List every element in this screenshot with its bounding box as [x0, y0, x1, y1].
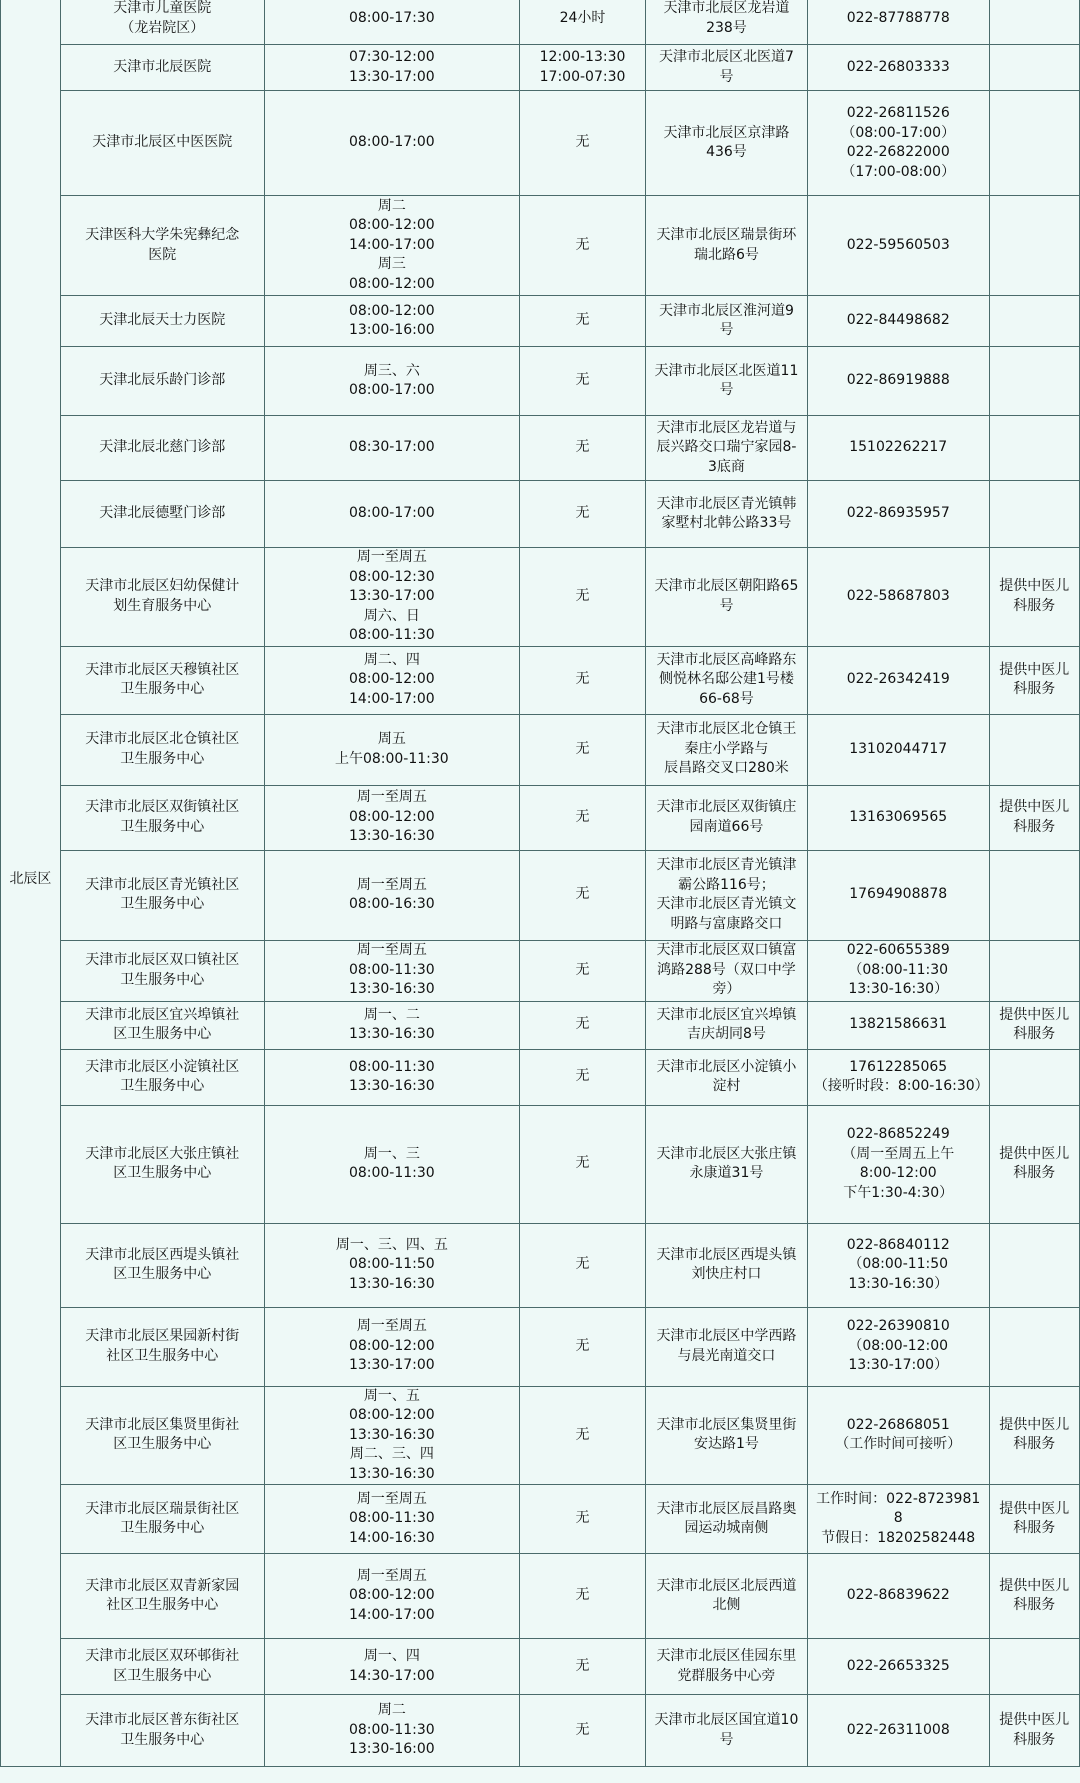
table-row — [1, 1386, 1080, 1485]
table-row — [1, 785, 1080, 850]
weekend-hours-cell: 周一至周五 08:00-12:00 13:30-16:30 — [264, 785, 519, 850]
night-hours-cell: 无 — [519, 1307, 645, 1386]
phone-cell: 022-26868051 （工作时间可接听） — [807, 1386, 989, 1485]
weekend-hours-cell: 08:00-17:30 — [264, 0, 519, 45]
address-cell: 天津市北辰区西堤头镇 刘快庄村口 — [646, 1223, 808, 1307]
address-cell: 天津市北辰区中学西路 与晨光南道交口 — [646, 1307, 808, 1386]
institution-name-cell: 天津市北辰区北仓镇社区 卫生服务中心 — [60, 714, 264, 785]
table-row — [1, 850, 1080, 940]
address-cell: 天津市北辰区龙岩道与 辰兴路交口瑞宁家园8- 3底商 — [646, 416, 808, 481]
phone-cell: 022-26653325 — [807, 1639, 989, 1695]
address-cell: 天津市北辰区北辰西道 北侧 — [646, 1554, 808, 1639]
address-cell: 天津市北辰区北医道11 号 — [646, 347, 808, 416]
institution-name-cell: 天津市北辰区果园新村街 社区卫生服务中心 — [60, 1307, 264, 1386]
phone-cell: 022-26311008 — [807, 1695, 989, 1767]
institution-name-cell: 天津市儿童医院 （龙岩院区） — [60, 0, 264, 45]
weekend-hours-cell: 周五 上午08:00-11:30 — [264, 714, 519, 785]
table-row — [1, 45, 1080, 91]
weekend-hours-cell: 周一、三 08:00-11:30 — [264, 1105, 519, 1223]
table-row — [1, 347, 1080, 416]
institution-name-cell: 天津市北辰区小淀镇社区 卫生服务中心 — [60, 1049, 264, 1105]
note-cell: 提供中医儿 科服务 — [989, 1105, 1079, 1223]
note-cell — [989, 481, 1079, 548]
note-cell: 提供中医儿 科服务 — [989, 1001, 1079, 1049]
table-row — [1, 1105, 1080, 1223]
table-row — [1, 481, 1080, 548]
note-cell — [989, 347, 1079, 416]
institution-name-cell: 天津北辰德墅门诊部 — [60, 481, 264, 548]
institution-name-cell: 天津市北辰区双口镇社区 卫生服务中心 — [60, 940, 264, 1001]
phone-cell: 022-58687803 — [807, 548, 989, 647]
address-cell: 天津市北辰区青光镇韩 家墅村北韩公路33号 — [646, 481, 808, 548]
weekend-hours-cell: 周一、五 08:00-12:00 13:30-16:30 周二、三、四 13:30-16:30 — [264, 1386, 519, 1485]
night-hours-cell: 无 — [519, 646, 645, 714]
institution-name-cell: 天津市北辰区集贤里街社 区卫生服务中心 — [60, 1386, 264, 1485]
night-hours-cell: 无 — [519, 1223, 645, 1307]
note-cell — [989, 0, 1079, 45]
night-hours-cell: 无 — [519, 1049, 645, 1105]
night-hours-cell: 无 — [519, 1695, 645, 1767]
weekend-hours-cell: 08:00-17:00 — [264, 481, 519, 548]
phone-cell: 022-26390810 （08:00-12:00 13:30-17:00） — [807, 1307, 989, 1386]
phone-cell: 022-86840112 （08:00-11:50 13:30-16:30） — [807, 1223, 989, 1307]
phone-cell: 022-59560503 — [807, 196, 989, 296]
table-row — [1, 1485, 1080, 1554]
night-hours-cell: 无 — [519, 1485, 645, 1554]
night-hours-cell: 无 — [519, 548, 645, 647]
night-hours-cell: 24小时 — [519, 0, 645, 45]
institution-name-cell: 天津市北辰医院 — [60, 45, 264, 91]
weekend-hours-cell: 周一、四 14:30-17:00 — [264, 1639, 519, 1695]
weekend-hours-cell: 08:00-17:00 — [264, 91, 519, 196]
night-hours-cell: 无 — [519, 347, 645, 416]
weekend-hours-cell: 08:00-11:30 13:30-16:30 — [264, 1049, 519, 1105]
phone-cell: 022-26342419 — [807, 646, 989, 714]
weekend-hours-cell: 周一至周五 08:00-12:00 13:30-17:00 — [264, 1307, 519, 1386]
note-cell — [989, 714, 1079, 785]
institution-name-cell: 天津市北辰区妇幼保健计 划生育服务中心 — [60, 548, 264, 647]
institution-name-cell: 天津市北辰区中医医院 — [60, 91, 264, 196]
table-row — [1, 0, 1080, 45]
note-cell: 提供中医儿 科服务 — [989, 785, 1079, 850]
phone-cell: 022-84498682 — [807, 296, 989, 347]
phone-cell: 022-26811526 （08:00-17:00） 022-26822000 （17:00-08:00） — [807, 91, 989, 196]
address-cell: 天津市北辰区青光镇津 霸公路116号； 天津市北辰区青光镇文 明路与富康路交口 — [646, 850, 808, 940]
table-row — [1, 296, 1080, 347]
institution-name-cell: 天津市北辰区大张庄镇社 区卫生服务中心 — [60, 1105, 264, 1223]
night-hours-cell: 无 — [519, 785, 645, 850]
institution-name-cell: 天津市北辰区瑞景街社区 卫生服务中心 — [60, 1485, 264, 1554]
phone-cell: 13102044717 — [807, 714, 989, 785]
weekend-hours-cell: 周二 08:00-11:30 13:30-16:00 — [264, 1695, 519, 1767]
note-cell — [989, 45, 1079, 91]
institution-name-cell: 天津医科大学朱宪彝纪念 医院 — [60, 196, 264, 296]
address-cell: 天津市北辰区淮河道9 号 — [646, 296, 808, 347]
institution-name-cell: 天津北辰北慈门诊部 — [60, 416, 264, 481]
institution-name-cell: 天津市北辰区双环邨街社 区卫生服务中心 — [60, 1639, 264, 1695]
weekend-hours-cell: 周一至周五 08:00-12:30 13:30-17:00 周六、日 08:00-11:30 — [264, 548, 519, 647]
address-cell: 天津市北辰区宜兴埠镇 吉庆胡同8号 — [646, 1001, 808, 1049]
weekend-hours-cell: 周一至周五 08:00-11:30 13:30-16:30 — [264, 940, 519, 1001]
table-row — [1, 646, 1080, 714]
table-row — [1, 714, 1080, 785]
note-cell — [989, 1223, 1079, 1307]
note-cell: 提供中医儿 科服务 — [989, 1485, 1079, 1554]
table-row — [1, 940, 1080, 1001]
table-row — [1, 91, 1080, 196]
address-cell: 天津市北辰区朝阳路65 号 — [646, 548, 808, 647]
address-cell: 天津市北辰区佳园东里 党群服务中心旁 — [646, 1639, 808, 1695]
phone-cell: 13821586631 — [807, 1001, 989, 1049]
phone-cell: 022-87788778 — [807, 0, 989, 45]
note-cell — [989, 850, 1079, 940]
phone-cell: 工作时间：022-87239818 节假日：18202582448 — [807, 1485, 989, 1554]
night-hours-cell: 无 — [519, 296, 645, 347]
institution-name-cell: 天津市北辰区青光镇社区 卫生服务中心 — [60, 850, 264, 940]
note-cell — [989, 940, 1079, 1001]
table-row — [1, 1049, 1080, 1105]
address-cell: 天津市北辰区瑞景街环 瑞北路6号 — [646, 196, 808, 296]
note-cell: 提供中医儿 科服务 — [989, 1554, 1079, 1639]
institution-name-cell: 天津市北辰区双街镇社区 卫生服务中心 — [60, 785, 264, 850]
weekend-hours-cell: 周一至周五 08:00-12:00 14:00-17:00 — [264, 1554, 519, 1639]
phone-cell: 022-86935957 — [807, 481, 989, 548]
address-cell: 天津市北辰区辰昌路奥 园运动城南侧 — [646, 1485, 808, 1554]
district-cell: 北辰区 — [1, 0, 61, 1767]
address-cell: 天津市北辰区大张庄镇 永康道31号 — [646, 1105, 808, 1223]
address-cell: 天津市北辰区京津路 436号 — [646, 91, 808, 196]
weekend-hours-cell: 周三、六 08:00-17:00 — [264, 347, 519, 416]
table-row — [1, 196, 1080, 296]
phone-cell: 022-26803333 — [807, 45, 989, 91]
note-cell — [989, 1049, 1079, 1105]
phone-cell: 17612285065 （接听时段：8:00-16:30） — [807, 1049, 989, 1105]
address-cell: 天津市北辰区集贤里街 安达路1号 — [646, 1386, 808, 1485]
address-cell: 天津市北辰区双口镇富 鸿路288号（双口中学 旁） — [646, 940, 808, 1001]
weekend-hours-cell: 07:30-12:00 13:30-17:00 — [264, 45, 519, 91]
weekend-hours-cell: 周一至周五 08:00-11:30 14:00-16:30 — [264, 1485, 519, 1554]
phone-cell: 022-86919888 — [807, 347, 989, 416]
night-hours-cell: 无 — [519, 1386, 645, 1485]
table-row — [1, 548, 1080, 647]
weekend-hours-cell: 周一至周五 08:00-16:30 — [264, 850, 519, 940]
note-cell: 提供中医儿 科服务 — [989, 1386, 1079, 1485]
phone-cell: 17694908878 — [807, 850, 989, 940]
night-hours-cell: 无 — [519, 91, 645, 196]
weekend-hours-cell: 周二、四 08:00-12:00 14:00-17:00 — [264, 646, 519, 714]
institution-name-cell: 天津北辰天士力医院 — [60, 296, 264, 347]
phone-cell: 13163069565 — [807, 785, 989, 850]
table-row — [1, 1001, 1080, 1049]
address-cell: 天津市北辰区北仓镇王 秦庄小学路与 辰昌路交叉口280米 — [646, 714, 808, 785]
institution-name-cell: 天津市北辰区天穆镇社区 卫生服务中心 — [60, 646, 264, 714]
note-cell — [989, 296, 1079, 347]
address-cell: 天津市北辰区国宜道10 号 — [646, 1695, 808, 1767]
institution-name-cell: 天津市北辰区西堤头镇社 区卫生服务中心 — [60, 1223, 264, 1307]
weekend-hours-cell: 周一、二 13:30-16:30 — [264, 1001, 519, 1049]
night-hours-cell: 12:00-13:30 17:00-07:30 — [519, 45, 645, 91]
phone-cell: 022-86852249 （周一至周五上午 8:00-12:00 下午1:30-4:30） — [807, 1105, 989, 1223]
night-hours-cell: 无 — [519, 416, 645, 481]
table-row — [1, 1307, 1080, 1386]
institution-name-cell: 天津市北辰区宜兴埠镇社 区卫生服务中心 — [60, 1001, 264, 1049]
phone-cell: 15102262217 — [807, 416, 989, 481]
note-cell — [989, 1639, 1079, 1695]
table-row — [1, 1554, 1080, 1639]
night-hours-cell: 无 — [519, 1001, 645, 1049]
institution-name-cell: 天津北辰乐龄门诊部 — [60, 347, 264, 416]
table-row — [1, 1639, 1080, 1695]
table-row — [1, 1695, 1080, 1767]
night-hours-cell: 无 — [519, 196, 645, 296]
address-cell: 天津市北辰区小淀镇小 淀村 — [646, 1049, 808, 1105]
phone-cell: 022-60655389 （08:00-11:30 13:30-16:30） — [807, 940, 989, 1001]
night-hours-cell: 无 — [519, 1554, 645, 1639]
note-cell: 提供中医儿 科服务 — [989, 646, 1079, 714]
table-row — [1, 1223, 1080, 1307]
note-cell: 提供中医儿 科服务 — [989, 548, 1079, 647]
weekend-hours-cell: 08:00-12:00 13:00-16:00 — [264, 296, 519, 347]
weekend-hours-cell: 08:30-17:00 — [264, 416, 519, 481]
address-cell: 天津市北辰区高峰路东 侧悦林名邸公建1号楼 66-68号 — [646, 646, 808, 714]
note-cell — [989, 1307, 1079, 1386]
night-hours-cell: 无 — [519, 714, 645, 785]
address-cell: 天津市北辰区龙岩道 238号 — [646, 0, 808, 45]
weekend-hours-cell: 周二 08:00-12:00 14:00-17:00 周三 08:00-12:00 — [264, 196, 519, 296]
note-cell — [989, 416, 1079, 481]
address-cell: 天津市北辰区北医道7 号 — [646, 45, 808, 91]
institution-name-cell: 天津市北辰区普东街社区 卫生服务中心 — [60, 1695, 264, 1767]
night-hours-cell: 无 — [519, 481, 645, 548]
address-cell: 天津市北辰区双街镇庄 园南道66号 — [646, 785, 808, 850]
institution-name-cell: 天津市北辰区双青新家园 社区卫生服务中心 — [60, 1554, 264, 1639]
note-cell — [989, 196, 1079, 296]
note-cell — [989, 91, 1079, 196]
table-body — [1, 0, 1080, 1767]
phone-cell: 022-86839622 — [807, 1554, 989, 1639]
night-hours-cell: 无 — [519, 1105, 645, 1223]
weekend-hours-cell: 周一、三、四、五 08:00-11:50 13:30-16:30 — [264, 1223, 519, 1307]
table-row — [1, 416, 1080, 481]
night-hours-cell: 无 — [519, 940, 645, 1001]
note-cell: 提供中医儿 科服务 — [989, 1695, 1079, 1767]
night-hours-cell: 无 — [519, 1639, 645, 1695]
night-hours-cell: 无 — [519, 850, 645, 940]
